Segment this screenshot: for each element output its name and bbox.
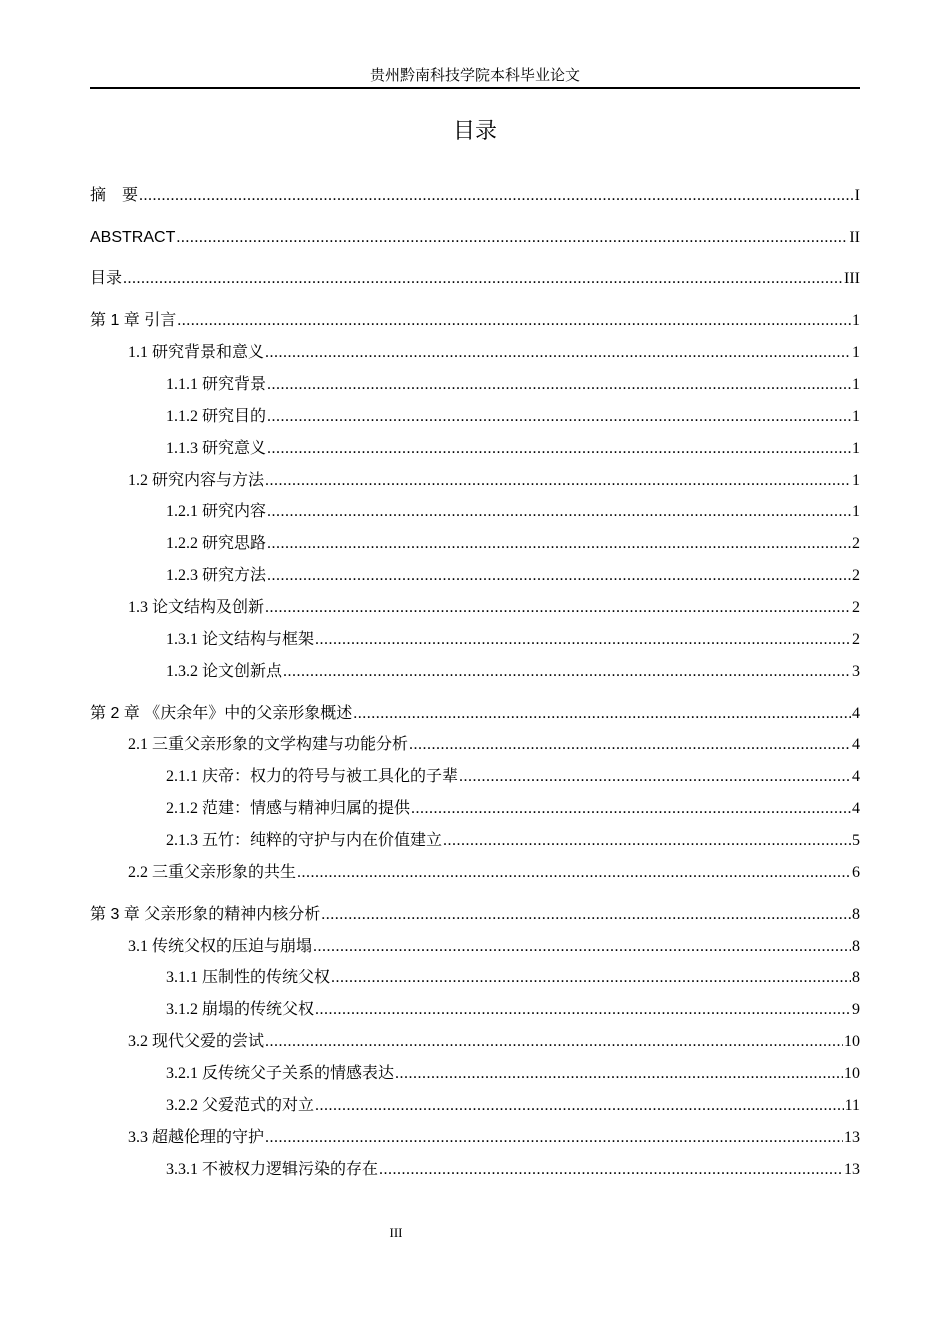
toc-leader <box>267 374 851 396</box>
toc-page: 2 <box>852 599 860 616</box>
toc-label: 3.2 现代父爱的尝试 <box>128 1033 265 1050</box>
toc-page: II <box>849 229 860 246</box>
toc-leader <box>315 629 851 651</box>
toc-leader <box>313 936 851 958</box>
toc-label: 1.2.3 研究方法 <box>166 567 267 584</box>
toc-entry[interactable] <box>90 661 860 683</box>
toc-page: 4 <box>852 736 860 753</box>
toc-leader <box>459 766 851 788</box>
toc-page: 1 <box>852 408 860 425</box>
toc-leader <box>409 734 851 756</box>
toc-leader <box>265 342 851 364</box>
toc-entry[interactable] <box>90 830 860 852</box>
toc-label: 1.3.2 论文创新点 <box>166 663 283 680</box>
toc-label: 摘 要 <box>90 187 139 204</box>
toc-page: 8 <box>852 938 860 955</box>
toc-page: 2 <box>852 535 860 552</box>
toc-page: 1 <box>852 312 860 329</box>
toc-leader <box>267 406 851 428</box>
toc-entry[interactable] <box>90 406 860 428</box>
toc-page: 1 <box>852 472 860 489</box>
toc-label: 2.1.1 庆帝：权力的符号与被工具化的子辈 <box>166 768 459 785</box>
toc-label: 3.1.1 压制性的传统父权 <box>166 969 331 986</box>
toc-entry[interactable] <box>90 862 860 884</box>
toc-page: 4 <box>852 705 860 722</box>
toc-entry[interactable] <box>90 1031 860 1053</box>
toc-label: 第 2 章 《庆余年》中的父亲形象概述 <box>90 705 353 722</box>
toc-label: 1.2.2 研究思路 <box>166 535 267 552</box>
toc-entry[interactable] <box>90 1095 860 1117</box>
toc-leader <box>177 310 851 332</box>
toc-entry[interactable] <box>90 268 860 290</box>
toc-page: 13 <box>844 1161 860 1178</box>
toc-leader <box>123 268 843 290</box>
toc-entry[interactable] <box>90 798 860 820</box>
toc-page: 3 <box>852 663 860 680</box>
toc-leader <box>283 661 851 683</box>
toc-label: 1.2 研究内容与方法 <box>128 472 265 489</box>
toc-entry[interactable] <box>90 342 860 364</box>
toc-page: 6 <box>852 864 860 881</box>
toc-leader <box>139 185 854 207</box>
toc-page: 1 <box>852 344 860 361</box>
toc-label: 1.1.3 研究意义 <box>166 440 267 457</box>
table-of-contents <box>90 0 860 1200</box>
toc-leader <box>265 1127 843 1149</box>
toc-label: 3.2.2 父爱范式的对立 <box>166 1097 315 1114</box>
toc-label: 1.2.1 研究内容 <box>166 503 267 520</box>
page-number: III <box>389 1225 403 1240</box>
toc-leader <box>265 597 851 619</box>
toc-entry[interactable] <box>90 1159 860 1181</box>
toc-page: 9 <box>852 1001 860 1018</box>
toc-label: 3.3.1 不被权力逻辑污染的存在 <box>166 1161 379 1178</box>
toc-leader <box>267 438 851 460</box>
toc-leader <box>297 862 851 884</box>
toc-label: 目录 <box>90 270 123 287</box>
toc-leader <box>267 565 851 587</box>
toc-leader <box>315 999 851 1021</box>
toc-page: 2 <box>852 567 860 584</box>
toc-label: 2.1.2 范建：情感与精神归属的提供 <box>166 800 411 817</box>
toc-entry[interactable] <box>90 904 860 926</box>
toc-page: III <box>844 270 860 287</box>
toc-page: 10 <box>844 1033 860 1050</box>
toc-leader <box>443 830 851 852</box>
toc-entry[interactable] <box>90 597 860 619</box>
toc-page: 1 <box>852 440 860 457</box>
toc-label: 3.1 传统父权的压迫与崩塌 <box>128 938 313 955</box>
toc-leader <box>379 1159 843 1181</box>
toc-entry[interactable] <box>90 438 860 460</box>
toc-page: 1 <box>852 503 860 520</box>
toc-entry[interactable] <box>90 1127 860 1149</box>
toc-leader <box>331 967 851 989</box>
toc-page: 11 <box>844 1097 860 1114</box>
toc-entry[interactable] <box>90 310 860 332</box>
toc-page: 8 <box>852 906 860 923</box>
toc-page: 5 <box>852 832 860 849</box>
toc-entry[interactable] <box>90 629 860 651</box>
toc-leader <box>265 470 851 492</box>
toc-entry[interactable] <box>90 967 860 989</box>
toc-label: 2.2 三重父亲形象的共生 <box>128 864 297 881</box>
toc-leader <box>411 798 851 820</box>
toc-label: 3.2.1 反传统父子关系的情感表达 <box>166 1065 395 1082</box>
toc-label: 2.1 三重父亲形象的文学构建与功能分析 <box>128 736 409 753</box>
toc-page: 10 <box>844 1065 860 1082</box>
toc-leader <box>353 703 851 725</box>
toc-leader <box>265 1031 843 1053</box>
toc-label: ABSTRACT <box>90 229 176 246</box>
toc-page: I <box>854 187 860 204</box>
toc-page: 8 <box>852 969 860 986</box>
toc-leader <box>267 501 851 523</box>
toc-page: 1 <box>852 376 860 393</box>
toc-label: 2.1.3 五竹：纯粹的守护与内在价值建立 <box>166 832 443 849</box>
toc-leader <box>395 1063 843 1085</box>
toc-entry[interactable] <box>90 374 860 396</box>
toc-label: 3.3 超越伦理的守护 <box>128 1129 265 1146</box>
toc-entry[interactable] <box>90 501 860 523</box>
toc-label: 3.1.2 崩塌的传统父权 <box>166 1001 315 1018</box>
page-title: 目录 <box>452 118 497 143</box>
toc-leader <box>176 227 848 249</box>
toc-entry[interactable] <box>90 703 860 725</box>
toc-page: 4 <box>852 800 860 817</box>
toc-entry[interactable] <box>90 227 860 249</box>
toc-entry[interactable] <box>90 185 860 207</box>
toc-label: 第 3 章 父亲形象的精神内核分析 <box>90 906 321 923</box>
toc-label: 1.1.1 研究背景 <box>166 376 267 393</box>
toc-leader <box>321 904 851 926</box>
toc-entry[interactable] <box>90 734 860 756</box>
toc-page: 2 <box>852 631 860 648</box>
toc-entry[interactable] <box>90 533 860 555</box>
toc-entry[interactable] <box>90 470 860 492</box>
toc-page: 4 <box>852 768 860 785</box>
toc-label: 1.3.1 论文结构与框架 <box>166 631 315 648</box>
toc-label: 第 1 章 引言 <box>90 312 177 329</box>
page-header: 贵州黔南科技学院本科毕业论文 <box>369 68 580 84</box>
toc-leader <box>267 533 851 555</box>
toc-entry[interactable] <box>90 999 860 1021</box>
toc-entry[interactable] <box>90 766 860 788</box>
toc-entry[interactable] <box>90 936 860 958</box>
toc-entry[interactable] <box>90 1063 860 1085</box>
toc-label: 1.1.2 研究目的 <box>166 408 267 425</box>
toc-page: 13 <box>844 1129 860 1146</box>
toc-leader <box>315 1095 844 1117</box>
toc-label: 1.1 研究背景和意义 <box>128 344 265 361</box>
toc-entry[interactable] <box>90 565 860 587</box>
toc-label: 1.3 论文结构及创新 <box>128 599 265 616</box>
